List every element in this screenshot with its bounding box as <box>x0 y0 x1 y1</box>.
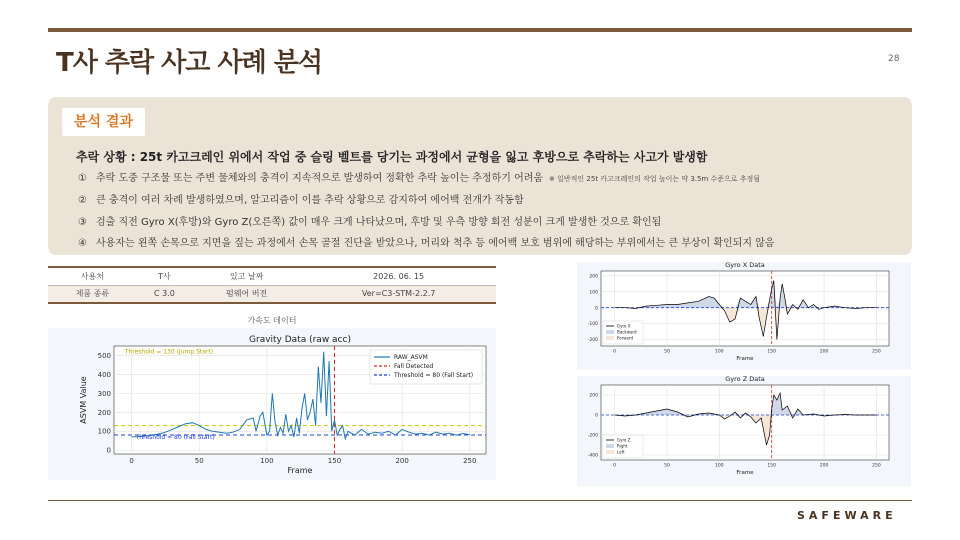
y-tick-label: 300 <box>97 389 111 398</box>
y-tick-label: 100 <box>589 290 598 296</box>
legend-label: RAW_ASVM <box>394 354 428 361</box>
gyro-x-chart <box>577 262 911 370</box>
brand-logo: SAFEWARE <box>797 509 897 522</box>
chart-title: Gyro Z Data <box>725 376 765 383</box>
chart-title: Gravity Data (raw acc) <box>249 335 351 345</box>
x-tick-label: 100 <box>260 457 274 465</box>
accel-label: 가속도 데이터 <box>247 316 297 325</box>
legend-label: Forward <box>617 335 634 341</box>
x-tick-label: 50 <box>194 457 204 465</box>
table-cell: 2026. 06. 15 <box>301 267 496 285</box>
analysis-item <box>78 234 775 249</box>
legend-swatch <box>606 336 614 340</box>
table-row <box>48 285 496 303</box>
legend-swatch <box>606 450 614 454</box>
x-tick-label: 150 <box>327 457 342 465</box>
x-tick-label: 200 <box>395 457 409 465</box>
y-tick-label: -200 <box>587 338 598 344</box>
annotation-fall-start: Threshold = 80 (Fall Start) <box>135 433 215 441</box>
item-note: ※ 일반적인 25t 카고크레인의 작업 높이는 약 3.5m 수준으로 추정됨 <box>549 175 761 183</box>
y-tick-label: 500 <box>97 351 111 360</box>
x-tick-label: 0 <box>129 457 134 465</box>
x-tick-label: 150 <box>767 349 777 355</box>
table-cell: 사용처 <box>48 267 137 285</box>
y-tick-label: 400 <box>97 370 111 379</box>
analysis-summary: 추락 상황 : 25t 카고크레인 위에서 작업 중 슬링 벨트를 당기는 과정에서 균형을 잃고 후방으로 추락하는 사고가 발생함 <box>76 150 708 164</box>
x-axis-label: Frame <box>736 470 754 476</box>
y-tick-label: 200 <box>97 408 111 417</box>
x-tick-label: 100 <box>715 349 724 355</box>
legend-label: Fall Detected <box>394 363 434 370</box>
x-tick-label: 0 <box>613 463 617 469</box>
plot-area <box>601 271 889 346</box>
x-tick-label: 50 <box>664 349 670 355</box>
gyro-x-chart-box <box>577 262 911 370</box>
bottom-rule <box>48 500 912 501</box>
legend-swatch <box>606 444 614 448</box>
legend-label: Gyro X <box>617 323 631 329</box>
gravity-chart <box>48 328 496 480</box>
item-text: 큰 충격이 여러 차례 발생하였으며, 알고리즘이 이를 추락 상황으로 감지하여 에어백 전개가 작동함 <box>96 195 524 206</box>
table-cell: 있고 날짜 <box>192 267 301 285</box>
x-tick-label: 200 <box>819 349 829 355</box>
legend-swatch <box>606 330 614 334</box>
y-axis-label: ASVM Value <box>79 376 88 424</box>
y-tick-label: -100 <box>587 322 598 328</box>
top-rule <box>48 28 912 32</box>
legend-label: Backward <box>617 329 637 335</box>
page-number: 28 <box>888 54 900 64</box>
gravity-chart-box <box>48 328 496 480</box>
item-text: 사용자는 왼쪽 손목으로 지면을 짚는 과정에서 손목 골절 진단을 받았으나, 머리와 척추 등 에어백 보호 범위에 해당하는 부위에서는 큰 부상이 확인되지 않음 <box>96 238 775 249</box>
y-tick-label: 200 <box>589 393 598 399</box>
gyro-z-chart-box <box>577 376 911 486</box>
info-table <box>48 266 496 304</box>
x-tick-label: 250 <box>872 463 881 469</box>
item-number: ④ <box>78 238 87 249</box>
x-tick-label: 250 <box>463 457 477 465</box>
y-tick-label: 200 <box>589 274 598 280</box>
table-cell: Ver=C3-STM-2.2.7 <box>301 285 496 303</box>
x-axis-label: Frame <box>287 466 313 475</box>
x-tick-label: 150 <box>767 463 777 469</box>
x-axis-label: Frame <box>736 356 754 362</box>
item-text: 검출 직전 Gyro X(후방)와 Gyro Z(오른쪽) 값이 매우 크게 나타났으며, 후방 및 우측 방향 회전 성분이 크게 발생한 것으로 확인됨 <box>96 217 662 228</box>
page-title: T사 추락 사고 사례 분석 <box>56 48 322 78</box>
table-cell: C 3.0 <box>137 285 192 303</box>
table-cell: T사 <box>137 267 192 285</box>
legend-label: Threshold = 80 (Fall Start) <box>394 372 474 379</box>
y-tick-label: 0 <box>595 413 598 419</box>
item-number: ① <box>78 173 87 184</box>
item-number: ② <box>78 195 87 206</box>
x-tick-label: 0 <box>613 349 617 355</box>
analysis-item <box>78 213 661 228</box>
y-tick-label: 0 <box>595 306 598 312</box>
table-cell: 펌웨어 버전 <box>192 285 301 303</box>
table-row <box>48 267 496 285</box>
x-tick-label: 50 <box>664 463 670 469</box>
table-cell: 제품 종류 <box>48 285 137 303</box>
legend-label: Left <box>617 449 625 455</box>
y-tick-label: -200 <box>587 433 598 439</box>
analysis-tag: 분석 결과 <box>62 108 145 136</box>
y-tick-label: 0 <box>106 446 111 455</box>
x-tick-label: 200 <box>819 463 829 469</box>
plot-area <box>601 385 889 460</box>
item-number: ③ <box>78 217 87 228</box>
analysis-item <box>78 191 524 206</box>
x-tick-label: 250 <box>872 349 881 355</box>
item-text: 추락 도중 구조물 또는 주변 물체와의 충격이 지속적으로 발생하여 정확한 추락 높이는 추정하기 어려움 <box>96 173 544 184</box>
gyro-z-chart <box>577 376 911 486</box>
y-tick-label: 100 <box>97 427 111 436</box>
analysis-item <box>78 169 760 184</box>
legend-label: Right <box>617 443 628 449</box>
y-tick-label: -400 <box>587 453 598 459</box>
legend-label: Gyro Z <box>617 437 631 443</box>
chart-title: Gyro X Data <box>725 262 765 269</box>
x-tick-label: 100 <box>715 463 724 469</box>
annotation-jump-start: Threshold = 130 (Jump Start) <box>124 348 214 356</box>
